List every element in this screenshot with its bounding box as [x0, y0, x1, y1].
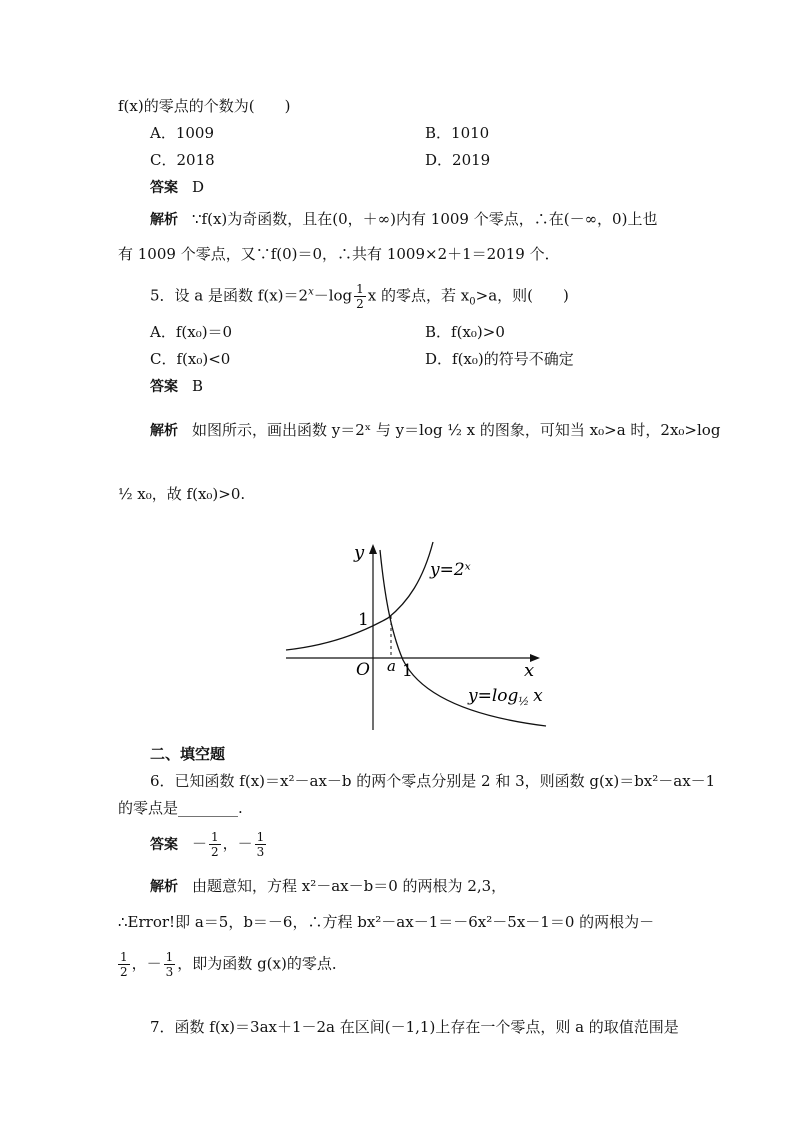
- q4-analysis-line2: 有 1009 个零点，又∵f(0)＝0，∴共有 1009×2＋1＝2019 个．: [118, 245, 560, 263]
- q5-stem-end: >a，则( ): [475, 286, 569, 305]
- q6-analysis-line3: [116, 950, 347, 979]
- answer-label: 答案: [150, 180, 178, 196]
- analysis-separator: ，－: [131, 954, 162, 973]
- analysis-text: ∵f(x)为奇函数，且在(0，＋∞)内有 1009 个零点，∴在(－∞，0)上也: [192, 210, 658, 228]
- x-axis-label: x: [524, 660, 535, 681]
- q7-line1: 7．函数 f(x)＝3ax＋1－2a 在区间(－1,1)上存在一个零点，则 a 的取值范围是: [150, 1018, 679, 1036]
- q5-option-b: B．f(x₀)>0: [425, 323, 505, 341]
- q5-answer: [150, 376, 203, 397]
- y-axis-label: y: [354, 542, 365, 563]
- q4-option-a: A．1009: [150, 124, 215, 142]
- analysis-text: 如图所示，画出函数 y＝2ˣ 与 y＝log ½ x 的图象，可知当 x₀>a 时，2x₀>log: [192, 421, 721, 439]
- q6-analysis-line1: [150, 876, 506, 897]
- analysis-label: 解析: [150, 212, 178, 228]
- q6-analysis-line2: ∴Error!即 a＝5，b＝－6，∴方程 bx²－ax－1＝－6x²－5x－1＝0 的两根为－: [118, 913, 655, 931]
- q6-answer: [150, 830, 268, 859]
- analysis-label: 解析: [150, 423, 178, 439]
- q5-stem-sup: x: [308, 286, 314, 298]
- q6-line2: 的零点是________.: [118, 799, 243, 817]
- answer-minus-1: －: [192, 834, 208, 853]
- analysis-text: 由题意知，方程 x²－ax－b＝0 的两根为 2,3，: [192, 877, 507, 895]
- answer-label: 答案: [150, 379, 178, 395]
- answer-fraction-1: $\frac{1}{2}$: [211, 830, 219, 859]
- log-curve-label: $y=\log_{\frac{1}{2}}$ x: [468, 686, 543, 708]
- q5-stem-mid: －log: [313, 286, 353, 305]
- y-axis-arrow: [369, 544, 377, 554]
- section-title: 二、填空题: [150, 745, 226, 763]
- analysis-fraction-1: $\frac{1}{2}$: [120, 950, 128, 979]
- q4-option-c: C．2018: [150, 151, 215, 169]
- q5-option-c: C．f(x₀)<0: [150, 350, 231, 368]
- q5-analysis-line1: [150, 420, 720, 441]
- answer-value: B: [192, 377, 204, 395]
- q5-analysis-line2: ½ x₀，故 f(x₀)>0.: [118, 485, 246, 503]
- a-label: a: [387, 657, 396, 675]
- x-one-label: 1: [402, 661, 413, 681]
- q5-stem: [150, 282, 569, 313]
- q5-option-d: D．f(x₀)的符号不确定: [425, 350, 574, 368]
- q5-stem-sub: 0: [469, 296, 476, 308]
- function-graph: [278, 530, 550, 735]
- q5-stem-pre: 5．设 a 是函数 f(x)＝2: [150, 286, 309, 305]
- q6-line1: 6．已知函数 f(x)＝x²－ax－b 的两个零点分别是 2 和 3，则函数 g(x)＝bx²－ax－1: [150, 772, 716, 790]
- answer-value: D: [192, 178, 205, 196]
- q5-fraction: $\frac{1}{2}$: [356, 282, 364, 311]
- q4-stem-tail: f(x)的零点的个数为( ): [118, 97, 291, 115]
- q5-stem-post: x 的零点，若 x: [367, 286, 470, 305]
- q4-answer: [150, 177, 204, 198]
- answer-fraction-2: $\frac{1}{3}$: [256, 830, 265, 859]
- q5-option-a: A．f(x₀)＝0: [150, 323, 233, 341]
- exp-curve-label: y=2ˣ: [430, 560, 471, 580]
- answer-separator: ，－: [222, 834, 253, 853]
- analysis-fraction-2: $\frac{1}{3}$: [165, 950, 174, 979]
- q4-option-d: D．2019: [425, 151, 491, 169]
- analysis-tail: ，即为函数 g(x)的零点．: [177, 954, 347, 973]
- q4-analysis-line1: [150, 209, 657, 230]
- answer-label: 答案: [150, 836, 178, 853]
- analysis-label: 解析: [150, 879, 178, 895]
- y-one-label: 1: [358, 610, 369, 630]
- q4-option-b: B．1010: [425, 124, 490, 142]
- origin-label: O: [356, 660, 370, 680]
